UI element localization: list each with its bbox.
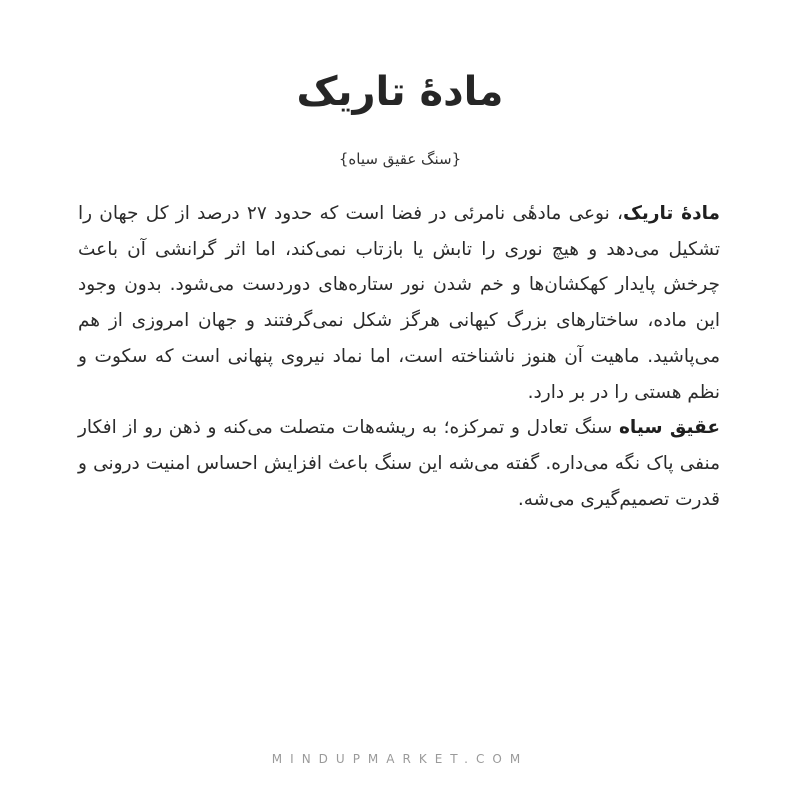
paragraph-dark-matter: [78, 196, 720, 410]
paragraph-dark-matter-text: ، نوعی مادهٔی نامرئی در فضا است که حدود ۲۷ درصد از کل جهان را تشکیل می‌دهد و هیچ نوری را تابش یا بازتاب نمی‌کند، اما اثر گرانشی آن باعث چرخش پایدار کهکشان‌ها و خم شدن نور ستاره‌های دوردست می‌شود. بدون وجود این ماده، ساختارهای بزرگ کیهانی هرگز شکل نمی‌گرفتند و جهان امروزی از هم می‌پاشید. ماهیت آن هنوز ناشناخته است، اما نماد نیروی پنهانی است که سکوت و نظم هستی را در بر دارد.: [78, 203, 720, 403]
paragraph-black-agate-text: سنگ تعادل و تمرکزه؛ به ریشه‌هات متصلت می‌کنه و ذهن رو از افکار منفی پاک نگه می‌داره. گفته می‌شه این سنگ باعث افزایش احساس امنیت درونی و قدرت تصمیم‌گیری می‌شه.: [78, 417, 720, 510]
term-black-agate: عقیق سیاه: [618, 417, 720, 439]
term-dark-matter: مادهٔ تاریک: [622, 203, 720, 224]
page-subtitle: {سنگ عقیق سیاه}: [338, 150, 462, 168]
page-title: مادهٔ تاریک: [296, 69, 504, 115]
article-body: [78, 196, 720, 517]
paragraph-black-agate: [78, 410, 720, 517]
website-footer: MINDUPMARKET.COM: [271, 752, 529, 766]
